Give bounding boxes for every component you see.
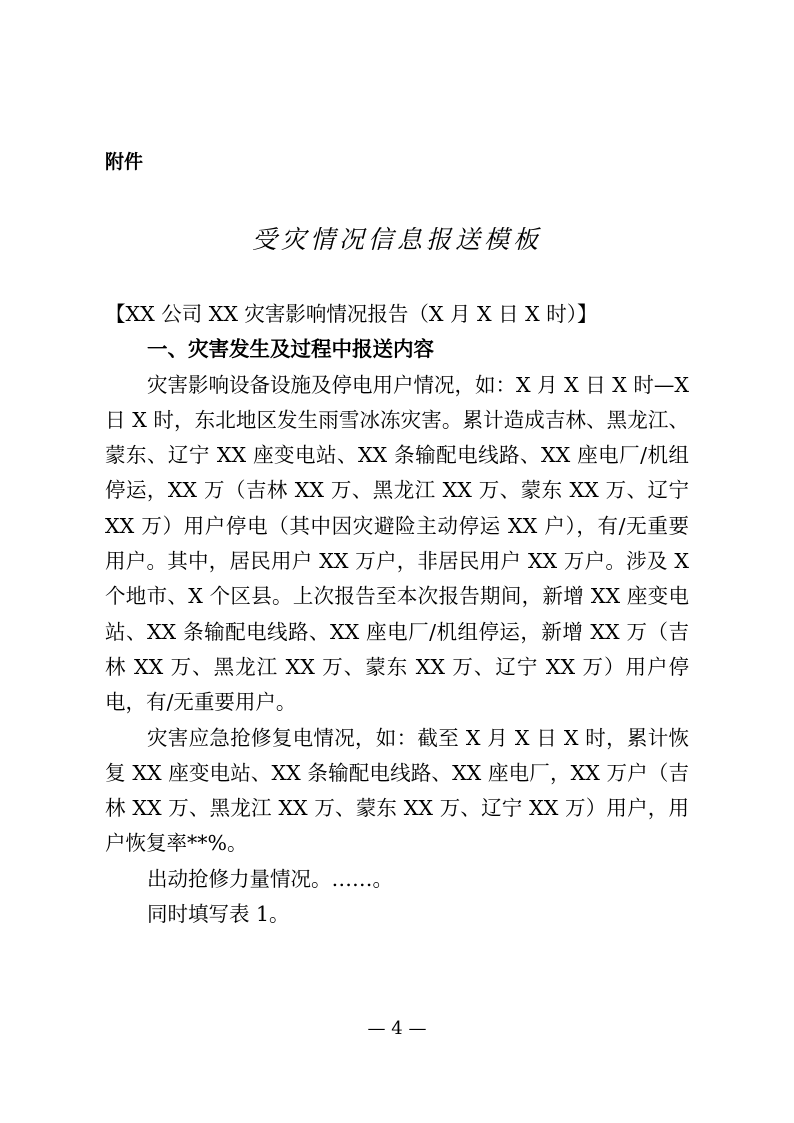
paragraph-affected-facilities: 灾害影响设备设施及停电用户情况，如：X 月 X 日 X 时—X 日 X 时，东北地区发生雨雪冰冻灾害。累计造成吉林、黑龙江、蒙东、辽宁 XX 座变电站、XX 条输配电线路、XX 座电厂/机组停运，XX 万（吉林 XX 万、黑龙江 XX 万、蒙东 XX 万、辽宁 XX 万）用户停电（其中因灾避险主动停运 XX 户），有/无重要用户。其中，居民用户 XX 万户，非居民用户 XX 万户。涉及 X 个地市、X 个区县。上次报告至本次报告期间，新增 XX 座变电站、XX 条输配电线路、XX 座电厂/机组停运，新增 XX 万（吉林 XX 万、黑龙江 XX 万、蒙东 XX 万、辽宁 XX 万）用户停电，有/无重要用户。 [105, 372, 689, 715]
section-heading: 一、灾害发生及过程中报送内容 [147, 337, 434, 362]
paragraph-fill-table: 同时填写表 1。 [147, 902, 290, 927]
document-title: 受灾情况信息报送模板 [251, 225, 542, 254]
report-heading: 【XX 公司 XX 灾害影响情况报告（X 月 X 日 X 时）】 [105, 302, 598, 326]
attachment-label: 附件 [105, 151, 144, 173]
page-number: — 4 — [367, 1018, 427, 1039]
paragraph-emergency-repair: 灾害应急抢修复电情况，如：截至 X 月 X 日 X 时，累计恢复 XX 座变电站、XX 条输配电线路、XX 座电厂，XX 万户（吉林 XX 万、黑龙江 XX 万、蒙东 XX 万、辽宁 XX 万）用户，用户恢复率**%。 [105, 725, 689, 856]
document-body [105, 297, 689, 932]
paragraph-repair-forces: 出动抢修力量情况。……。 [147, 866, 393, 891]
